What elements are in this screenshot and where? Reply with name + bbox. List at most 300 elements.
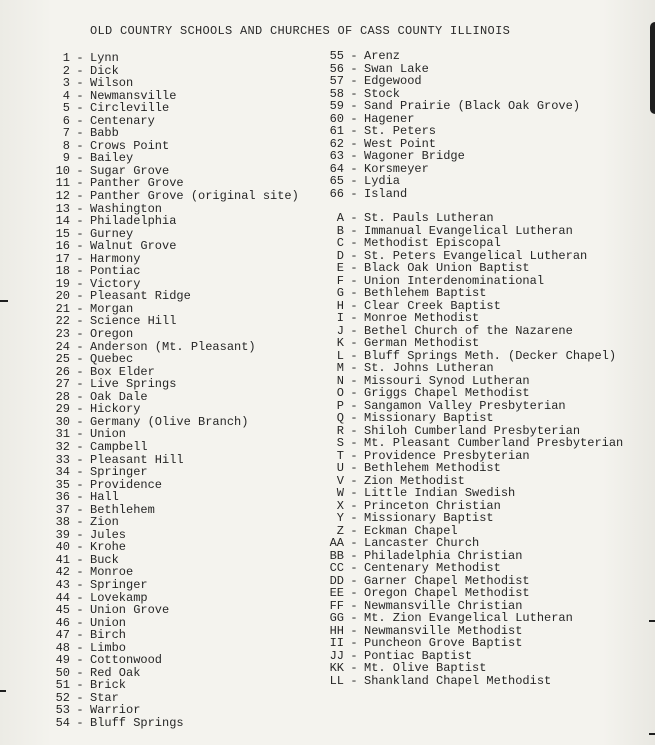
item-key: 34 [55,465,70,480]
list-item [50,667,299,680]
list-item [50,290,299,303]
item-key: 17 [55,251,70,266]
item-name: Gurney [90,226,134,241]
item-key: 16 [55,239,70,254]
list-item [50,378,299,391]
item-name: Sand Prairie (Black Oak Grove) [364,99,581,114]
item-name: Princeton Christian [364,498,501,513]
item-name: Box Elder [90,364,155,379]
item-separator: - [350,473,358,488]
item-name: Monroe [90,565,134,580]
list-item [322,262,623,275]
item-key: 44 [55,590,70,605]
item-separator: - [350,486,358,500]
item-key: 39 [55,527,70,542]
list-item [50,115,299,128]
item-separator: - [350,386,358,400]
item-separator: - [350,61,358,76]
item-name: Immanual Evangelical Lutheran [364,223,573,238]
item-name: Limbo [90,640,127,655]
list-item [322,75,580,88]
item-key: 56 [329,61,344,76]
item-separator: - [76,377,84,392]
item-name: Garner Chapel Methodist [364,573,530,588]
right-edge-tick [649,620,655,622]
item-separator: - [350,223,358,238]
item-key: 4 [62,88,70,103]
item-key: D [336,248,344,263]
item-name: Springer [90,577,148,592]
item-key: I [336,311,344,325]
item-separator: - [350,236,358,250]
item-separator: - [76,314,84,329]
item-separator: - [350,361,358,375]
list-item [50,516,299,529]
item-separator: - [76,226,84,241]
left-edge-tick [0,690,6,692]
item-name: Oregon [90,327,134,342]
item-name: Oak Dale [90,389,148,404]
item-separator: - [350,636,358,650]
list-item [322,662,623,675]
item-name: Zion Methodist [364,473,465,488]
item-separator: - [350,573,358,588]
list-item [50,441,299,454]
item-key: X [336,498,344,513]
item-name: Puncheon Grove Baptist [364,636,523,650]
item-key: 8 [62,138,70,153]
item-key: 3 [62,76,70,91]
list-item [322,212,623,225]
item-separator: - [350,586,358,600]
list-item [50,654,299,667]
list-item [50,152,299,165]
item-name: Philadelphia [90,214,177,229]
list-item [322,462,623,475]
item-key: 47 [55,628,70,643]
item-key: 1 [62,51,70,65]
item-key: 24 [55,339,70,354]
list-item [50,65,299,78]
item-name: Centenary [90,113,155,128]
item-key: 52 [55,690,70,705]
item-separator: - [350,448,358,463]
list-item [322,437,623,450]
item-key: 50 [55,665,70,680]
item-separator: - [76,678,84,693]
item-separator: - [350,211,358,225]
item-key: 35 [55,477,70,492]
item-name: Wilson [90,76,134,91]
item-name: Newmansville Christian [364,598,523,613]
item-separator: - [350,49,358,63]
item-key: AA [329,536,344,550]
list-item [50,629,299,642]
item-name: Washington [90,201,163,216]
list-item [322,312,623,325]
item-name: Pontiac [90,264,141,279]
item-name: St. Johns Lutheran [364,361,494,375]
item-name: Bluff Springs Meth. (Decker Chapel) [364,348,617,363]
item-key: 22 [55,314,70,329]
item-key: 61 [329,124,344,139]
item-separator: - [350,261,358,275]
item-key: 15 [55,226,70,241]
item-separator: - [76,615,84,630]
item-name: Red Oak [90,665,141,680]
item-name: Providence Presbyterian [364,448,530,463]
item-key: P [336,398,344,413]
item-separator: - [350,598,358,613]
list-item [322,337,623,350]
item-key: 45 [55,603,70,618]
list-item [322,63,580,76]
item-separator: - [76,477,84,492]
item-name: Circleville [90,101,170,116]
item-key: Q [336,411,344,425]
list-item [50,265,299,278]
item-name: Lovekamp [90,590,148,605]
item-separator: - [350,511,358,525]
item-key: L [336,348,344,363]
item-name: Union [90,615,127,630]
item-name: Pleasant Ridge [90,289,191,304]
item-key: 19 [55,276,70,291]
item-separator: - [76,465,84,480]
list-item [50,642,299,655]
item-name: Birch [90,628,127,643]
item-separator: - [350,298,358,313]
item-separator: - [350,187,358,202]
item-separator: - [350,74,358,89]
item-separator: - [350,548,358,563]
list-item [322,188,580,201]
item-separator: - [76,490,84,505]
list-item [50,416,299,429]
list-item [50,504,299,517]
page-title: OLD COUNTRY SCHOOLS AND CHURCHES OF CASS COUNTY ILLINOIS [90,24,511,38]
item-name: Eckman Chapel [364,523,458,538]
item-name: Wagoner Bridge [364,149,465,164]
item-separator: - [76,389,84,404]
item-key: F [336,273,344,288]
item-separator: - [350,174,358,189]
list-item [50,127,299,140]
item-separator: - [350,436,358,450]
list-item [50,341,299,354]
item-name: Philadelphia Christian [364,548,523,563]
item-key: 21 [55,301,70,316]
item-key: 37 [55,502,70,517]
list-item [50,215,299,228]
list-item [50,541,299,554]
item-key: 62 [329,136,344,151]
item-name: Victory [90,276,141,291]
item-separator: - [76,201,84,216]
item-key: 20 [55,289,70,304]
item-separator: - [76,552,84,567]
list-item [50,554,299,567]
item-key: Y [336,511,344,525]
item-separator: - [76,715,84,730]
item-key: K [336,336,344,350]
item-separator: - [76,88,84,103]
item-separator: - [350,673,358,688]
item-name: Star [90,690,119,705]
list-item [322,637,623,650]
item-name: St. Pauls Lutheran [364,211,494,225]
item-name: Centenary Methodist [364,561,501,575]
item-name: Griggs Chapel Methodist [364,386,530,400]
item-name: Zion [90,515,119,530]
item-separator: - [76,126,84,141]
item-key: 32 [55,439,70,454]
item-separator: - [76,63,84,78]
item-separator: - [350,523,358,538]
item-separator: - [350,648,358,663]
item-key: Z [336,523,344,538]
churches-list [322,212,623,687]
list-item [322,412,623,425]
item-name: Buck [90,552,119,567]
item-separator: - [76,151,84,166]
item-separator: - [76,214,84,229]
list-item [50,717,299,730]
item-name: Newmansville [90,88,177,103]
item-key: O [336,386,344,400]
item-name: Springer [90,465,148,480]
item-key: 51 [55,678,70,693]
list-item [50,77,299,90]
item-name: Bluff Springs [90,715,184,730]
list-item [322,237,623,250]
item-separator: - [76,603,84,618]
item-separator: - [76,339,84,354]
item-name: Edgewood [364,74,422,89]
item-key: 18 [55,264,70,279]
item-key: C [336,236,344,250]
item-separator: - [76,690,84,705]
list-item [50,315,299,328]
item-key: 5 [62,101,70,116]
list-item [50,428,299,441]
item-key: 46 [55,615,70,630]
item-key: 59 [329,99,344,114]
item-separator: - [76,653,84,668]
item-separator: - [350,323,358,338]
item-separator: - [350,498,358,513]
item-separator: - [76,427,84,442]
item-separator: - [76,51,84,65]
item-key: N [336,373,344,388]
item-key: 38 [55,515,70,530]
item-name: Lynn [90,51,119,65]
item-name: Mt. Zion Evangelical Lutheran [364,611,573,625]
item-separator: - [350,411,358,425]
item-separator: - [76,527,84,542]
right-edge-tick [649,733,655,735]
item-separator: - [76,163,84,178]
item-name: German Methodist [364,336,480,350]
item-key: T [336,448,344,463]
item-name: Methodist Episcopal [364,236,501,250]
item-key: 7 [62,126,70,141]
schools-list [50,52,299,730]
item-separator: - [76,577,84,592]
item-key: W [336,486,344,500]
right-edge-bracket [650,22,655,114]
list-item [50,353,299,366]
item-key: LL [329,673,344,688]
item-key: 40 [55,540,70,555]
list-item [322,362,623,375]
item-name: Cottonwood [90,653,163,668]
item-separator: - [350,86,358,101]
item-name: Dick [90,63,119,78]
item-separator: - [76,301,84,316]
list-item [50,466,299,479]
item-key: 55 [329,49,344,63]
item-name: Little Indian Swedish [364,486,516,500]
item-name: Lancaster Church [364,536,480,550]
item-name: Shankland Chapel Methodist [364,673,552,688]
item-key: 26 [55,364,70,379]
item-separator: - [76,703,84,718]
item-separator: - [350,311,358,325]
list-item [322,287,623,300]
item-name: Anderson (Mt. Pleasant) [90,339,256,354]
item-key: 33 [55,452,70,467]
item-key: R [336,423,344,438]
list-item [50,328,299,341]
list-item [50,240,299,253]
item-name: Pleasant Hill [90,452,184,467]
item-name: Babb [90,126,119,141]
item-separator: - [350,536,358,550]
item-key: U [336,461,344,475]
item-separator: - [76,640,84,655]
item-separator: - [350,661,358,675]
list-item [50,190,299,203]
item-key: 11 [55,176,70,191]
list-item [322,50,580,63]
item-separator: - [76,176,84,191]
item-name: Hickory [90,402,141,417]
item-separator: - [350,623,358,638]
item-name: Bailey [90,151,134,166]
list-item [50,604,299,617]
item-name: Morgan [90,301,134,316]
item-key: 27 [55,377,70,392]
item-name: Bethlehem Methodist [364,461,501,475]
item-name: Missionary Baptist [364,511,494,525]
item-key: 12 [55,189,70,204]
item-separator: - [76,414,84,429]
list-item [50,90,299,103]
item-key: 54 [55,715,70,730]
list-item [322,387,623,400]
list-item [50,454,299,467]
item-name: Krohe [90,540,127,555]
list-item [322,100,580,113]
list-item [50,592,299,605]
item-key: JJ [329,648,344,663]
list-item [322,487,623,500]
item-name: Live Springs [90,377,177,392]
list-item [50,692,299,705]
item-key: 31 [55,427,70,442]
item-key: G [336,286,344,300]
item-name: Warrior [90,703,141,718]
item-separator: - [350,423,358,438]
item-name: Campbell [90,439,148,454]
item-name: Germany (Olive Branch) [90,414,249,429]
item-key: EE [329,586,344,600]
item-separator: - [76,565,84,580]
item-separator: - [76,113,84,128]
item-name: Pontiac Baptist [364,648,473,663]
item-separator: - [76,352,84,367]
item-name: Brick [90,678,127,693]
item-key: 42 [55,565,70,580]
item-separator: - [76,189,84,204]
item-separator: - [350,111,358,126]
list-item [50,491,299,504]
list-item [322,675,623,688]
item-key: 49 [55,653,70,668]
item-separator: - [76,439,84,454]
item-key: 43 [55,577,70,592]
item-key: J [336,323,344,338]
list-item [50,566,299,579]
item-name: Panther Grove (original site) [90,189,299,204]
item-name: Oregon Chapel Methodist [364,586,530,600]
item-name: Newmansville Methodist [364,623,523,638]
item-name: Crows Point [90,138,170,153]
item-name: Monroe Methodist [364,311,480,325]
item-separator: - [350,348,358,363]
item-separator: - [76,540,84,555]
item-separator: - [76,264,84,279]
item-name: St. Peters Evangelical Lutheran [364,248,588,263]
item-key: KK [329,661,344,675]
item-name: Mt. Olive Baptist [364,661,487,675]
item-separator: - [76,502,84,517]
item-name: Bethlehem Baptist [364,286,487,300]
item-name: Arenz [364,49,401,63]
item-name: Jules [90,527,127,542]
item-separator: - [350,124,358,139]
item-key: 36 [55,490,70,505]
item-name: Korsmeyer [364,161,429,176]
item-key: 23 [55,327,70,342]
item-key: II [329,636,344,650]
item-separator: - [350,273,358,288]
item-separator: - [350,161,358,176]
item-name: Bethlehem [90,502,155,517]
item-name: Sugar Grove [90,163,170,178]
item-key: S [336,436,344,450]
item-name: West Point [364,136,437,151]
list-item [50,529,299,542]
list-item [50,403,299,416]
list-item [322,113,580,126]
item-separator: - [76,76,84,91]
item-key: 13 [55,201,70,216]
item-key: 6 [62,113,70,128]
item-name: Lydia [364,174,401,189]
item-separator: - [350,99,358,114]
